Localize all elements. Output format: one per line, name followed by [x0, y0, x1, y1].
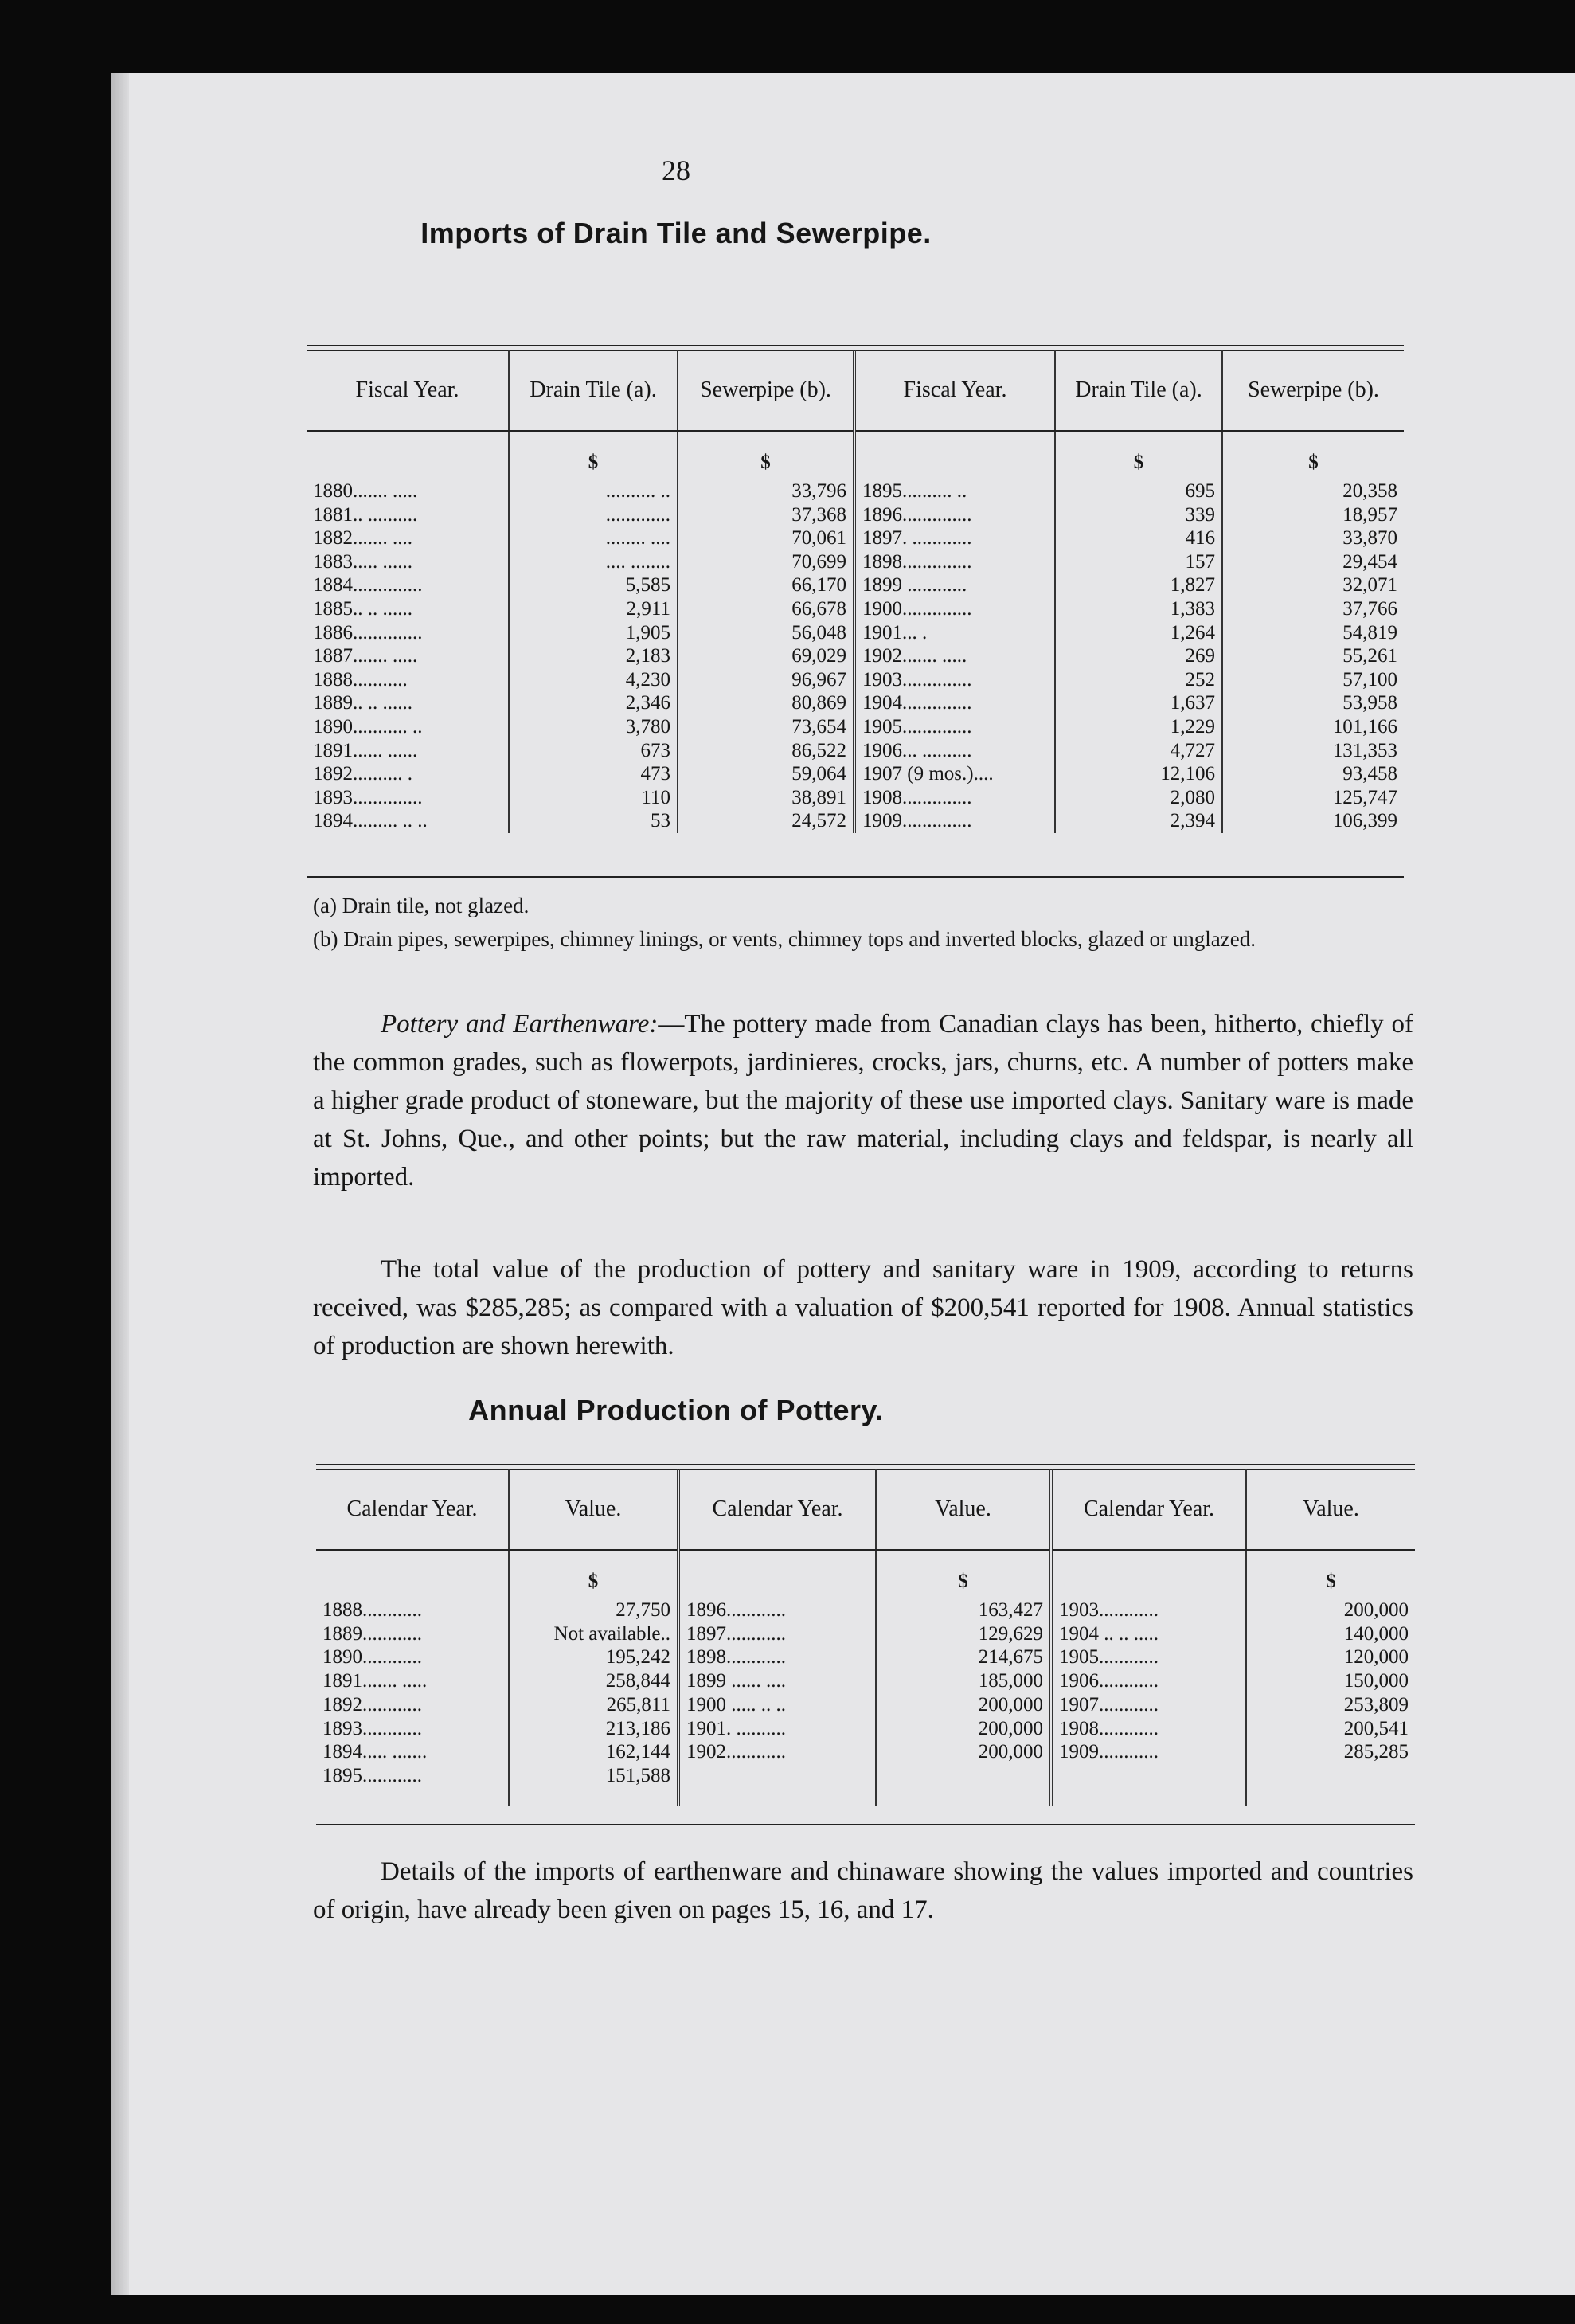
paragraph-lead: Pottery and Earthenware: [381, 1010, 659, 1039]
value-cell: 213,186 [509, 1717, 678, 1741]
year-cell: 1902............ [678, 1740, 876, 1764]
year-cell: 1898.............. [854, 550, 1055, 574]
year-cell: 1880....... ..... [313, 480, 418, 502]
year-cell: 1891....... ..... [322, 1670, 428, 1692]
value-cell: 258,844 [509, 1669, 678, 1693]
value-cell: 140,000 [1246, 1622, 1415, 1646]
value-cell: 200,541 [1246, 1717, 1415, 1741]
value-cell: 120,000 [1246, 1645, 1415, 1669]
table-row [316, 1669, 1415, 1693]
currency-symbol: $ [876, 1550, 1051, 1598]
drain-tile-cell: .......... .. [509, 479, 678, 503]
year-cell: 1891...... ...... [313, 739, 418, 761]
drain-tile-cell: 695 [1055, 479, 1222, 503]
table-row [307, 691, 1404, 715]
year-cell: 1895............ [322, 1764, 422, 1786]
table-row [307, 668, 1404, 692]
year-cell: 1892.......... . [313, 763, 412, 785]
value-cell: 150,000 [1246, 1669, 1415, 1693]
year-cell: 1909............ [1051, 1740, 1246, 1764]
page-edge-shadow [111, 73, 129, 2295]
imports-table [307, 350, 1404, 833]
table-row [307, 526, 1404, 550]
sewerpipe-cell: 125,747 [1222, 786, 1404, 810]
year-cell: 1889............ [322, 1622, 422, 1645]
sewerpipe-cell: 20,358 [1222, 479, 1404, 503]
table-row [307, 644, 1404, 668]
table-row [316, 1622, 1415, 1646]
value-cell: 265,811 [509, 1693, 678, 1717]
sewerpipe-cell: 57,100 [1222, 668, 1404, 692]
table-row [316, 1740, 1415, 1764]
year-cell: 1884.............. [313, 574, 423, 597]
value-cell: 200,000 [876, 1717, 1051, 1741]
year-cell: 1893.............. [313, 786, 423, 808]
drain-tile-cell: 53 [509, 809, 678, 833]
year-cell: 1905.............. [854, 715, 1055, 739]
table-row [307, 739, 1404, 763]
sewerpipe-cell: 66,170 [678, 573, 854, 597]
sewerpipe-cell: 53,958 [1222, 691, 1404, 715]
drain-tile-cell: 1,264 [1055, 621, 1222, 645]
year-cell: 1907 (9 mos.).... [854, 762, 1055, 786]
sewerpipe-cell: 55,261 [1222, 644, 1404, 668]
currency-symbol: $ [1055, 431, 1222, 479]
value-cell: 195,242 [509, 1645, 678, 1669]
sewerpipe-cell: 38,891 [678, 786, 854, 810]
year-cell [678, 1764, 876, 1788]
year-cell: 1888........... [313, 668, 408, 691]
imports-header-sewerpipe-2: Sewerpipe (b). [1222, 350, 1404, 431]
pottery-header-value-1: Value. [509, 1469, 678, 1550]
sewerpipe-cell: 131,353 [1222, 739, 1404, 763]
sewerpipe-cell: 101,166 [1222, 715, 1404, 739]
drain-tile-cell: ........ .... [509, 526, 678, 550]
year-cell: 1905............ [1051, 1645, 1246, 1669]
drain-tile-cell: 339 [1055, 503, 1222, 527]
drain-tile-cell: ............. [509, 503, 678, 527]
year-cell: 1897. ............ [854, 526, 1055, 550]
year-cell: 1902....... ..... [854, 644, 1055, 668]
year-cell: 1900 ..... .. .. [678, 1693, 876, 1717]
table-row [307, 550, 1404, 574]
sewerpipe-cell: 80,869 [678, 691, 854, 715]
drain-tile-cell: 2,911 [509, 597, 678, 621]
table-row [307, 479, 1404, 503]
table-row [307, 762, 1404, 786]
drain-tile-cell: 3,780 [509, 715, 678, 739]
year-cell: 1901. .......... [678, 1717, 876, 1741]
imports-header-drain-tile: Drain Tile (a). [509, 350, 678, 431]
sewerpipe-cell: 33,870 [1222, 526, 1404, 550]
year-cell: 1887....... ..... [313, 645, 418, 667]
value-cell: 151,588 [509, 1764, 678, 1788]
value-cell [876, 1764, 1051, 1788]
footnote-a: (a) Drain tile, not glazed. [313, 894, 530, 917]
currency-symbol: $ [509, 1550, 678, 1598]
currency-symbol: $ [678, 431, 854, 479]
imports-header-sewerpipe: Sewerpipe (b). [678, 350, 854, 431]
value-cell: 163,427 [876, 1598, 1051, 1622]
pottery-header-year-1: Calendar Year. [316, 1469, 509, 1550]
paragraph-body: —The pottery made from Canadian clays has been, hitherto, chiefly of the common grades, such as flowerpots, jardinieres, crocks, jars, churns, etc. A number of potters make a higher grade product of stoneware, but the majority of these use imported clays. Sanitary ware is made at St. Johns, Que., and other points; but the raw material, including clays and feldspar, is nearly all imported. [313, 1010, 1413, 1191]
table-row [307, 621, 1404, 645]
drain-tile-cell: 5,585 [509, 573, 678, 597]
pottery-header-year-3: Calendar Year. [1051, 1469, 1246, 1550]
year-cell: 1889.. .. ...... [313, 692, 412, 714]
sewerpipe-cell: 32,071 [1222, 573, 1404, 597]
sewerpipe-cell: 37,766 [1222, 597, 1404, 621]
table-row [316, 1717, 1415, 1741]
year-cell: 1888............ [322, 1599, 422, 1621]
value-cell: 253,809 [1246, 1693, 1415, 1717]
year-cell: 1898............ [678, 1645, 876, 1669]
drain-tile-cell: 1,229 [1055, 715, 1222, 739]
drain-tile-cell: 269 [1055, 644, 1222, 668]
sewerpipe-cell: 106,399 [1222, 809, 1404, 833]
year-cell [1051, 1764, 1246, 1788]
paragraph-production-value: The total value of the production of pottery and sanitary ware in 1909, according to returns received, was $285,285; as compared with a valuation of $200,541 reported for 1908. Annual statistics of production are shown herewith. [313, 1255, 1413, 1360]
drain-tile-cell: 1,383 [1055, 597, 1222, 621]
drain-tile-cell: 252 [1055, 668, 1222, 692]
paragraph-pottery [313, 1005, 1413, 1196]
table-row [307, 715, 1404, 739]
paragraph-details: Details of the imports of earthenware and chinaware showing the values imported and countries of origin, have already been given on pages 15, 16, and 17. [313, 1857, 1413, 1924]
table-row [316, 1764, 1415, 1788]
drain-tile-cell: 2,346 [509, 691, 678, 715]
value-cell: 200,000 [876, 1693, 1051, 1717]
table-row [307, 573, 1404, 597]
year-cell: 1893............ [322, 1717, 422, 1739]
sewerpipe-cell: 24,572 [678, 809, 854, 833]
table-row [307, 503, 1404, 527]
imports-header-fiscal-year-2: Fiscal Year. [854, 350, 1055, 431]
year-cell: 1890............ [322, 1646, 422, 1669]
imports-header-fiscal-year: Fiscal Year. [307, 350, 509, 431]
pottery-table-bottom-rule [316, 1824, 1415, 1825]
drain-tile-cell: 416 [1055, 526, 1222, 550]
sewerpipe-cell: 93,458 [1222, 762, 1404, 786]
imports-table-title: Imports of Drain Tile and Sewerpipe. [420, 217, 932, 249]
sewerpipe-cell: 70,061 [678, 526, 854, 550]
table-row [316, 1598, 1415, 1622]
year-cell: 1896............ [678, 1598, 876, 1622]
year-cell: 1901... . [854, 621, 1055, 645]
year-cell: 1883..... ...... [313, 550, 412, 573]
table-row [307, 597, 1404, 621]
value-cell: 214,675 [876, 1645, 1051, 1669]
sewerpipe-cell: 73,654 [678, 715, 854, 739]
imports-header-drain-tile-2: Drain Tile (a). [1055, 350, 1222, 431]
imports-table-bottom-rule [307, 876, 1404, 878]
sewerpipe-cell: 86,522 [678, 739, 854, 763]
year-cell: 1897............ [678, 1622, 876, 1646]
value-cell: 27,750 [509, 1598, 678, 1622]
page-number: 28 [662, 155, 690, 186]
pottery-table-title: Annual Production of Pottery. [468, 1394, 884, 1426]
drain-tile-cell: 473 [509, 762, 678, 786]
year-cell: 1896.............. [854, 503, 1055, 527]
table-row [307, 809, 1404, 833]
year-cell: 1904 .. .. ..... [1051, 1622, 1246, 1646]
drain-tile-cell: 2,183 [509, 644, 678, 668]
drain-tile-cell: 1,905 [509, 621, 678, 645]
year-cell: 1899 ...... .... [678, 1669, 876, 1693]
pottery-header-year-2: Calendar Year. [678, 1469, 876, 1550]
drain-tile-cell: 1,827 [1055, 573, 1222, 597]
year-cell: 1903............ [1051, 1598, 1246, 1622]
year-cell: 1906............ [1051, 1669, 1246, 1693]
year-cell: 1903.............. [854, 668, 1055, 692]
sewerpipe-cell: 96,967 [678, 668, 854, 692]
drain-tile-cell: 4,230 [509, 668, 678, 692]
sewerpipe-cell: 66,678 [678, 597, 854, 621]
year-cell: 1894..... ....... [322, 1741, 428, 1763]
sewerpipe-cell: 18,957 [1222, 503, 1404, 527]
currency-symbol: $ [1246, 1550, 1415, 1598]
sewerpipe-cell: 33,796 [678, 479, 854, 503]
sewerpipe-cell: 59,064 [678, 762, 854, 786]
value-cell: 185,000 [876, 1669, 1051, 1693]
year-cell: 1881.. .......... [313, 503, 418, 526]
currency-symbol: $ [1222, 431, 1404, 479]
drain-tile-cell: 157 [1055, 550, 1222, 574]
year-cell: 1908............ [1051, 1717, 1246, 1741]
year-cell: 1906... .......... [854, 739, 1055, 763]
drain-tile-cell: 12,106 [1055, 762, 1222, 786]
drain-tile-cell: 2,394 [1055, 809, 1222, 833]
sewerpipe-cell: 37,368 [678, 503, 854, 527]
pottery-header-value-3: Value. [1246, 1469, 1415, 1550]
year-cell: 1900.............. [854, 597, 1055, 621]
value-cell: 129,629 [876, 1622, 1051, 1646]
year-cell: 1895.......... .. [854, 479, 1055, 503]
value-cell: 285,285 [1246, 1740, 1415, 1764]
drain-tile-cell: 1,637 [1055, 691, 1222, 715]
sewerpipe-cell: 29,454 [1222, 550, 1404, 574]
footnote-b: (b) Drain pipes, sewerpipes, chimney linings, or vents, chimney tops and inverted blocks, glazed or unglazed. [313, 927, 1256, 951]
value-cell: 200,000 [876, 1740, 1051, 1764]
table-row [316, 1693, 1415, 1717]
table-row [316, 1645, 1415, 1669]
sewerpipe-cell: 56,048 [678, 621, 854, 645]
sewerpipe-cell: 69,029 [678, 644, 854, 668]
value-cell [1246, 1764, 1415, 1788]
year-cell: 1890........... .. [313, 715, 423, 737]
pottery-header-value-2: Value. [876, 1469, 1051, 1550]
drain-tile-cell: .... ........ [509, 550, 678, 574]
year-cell: 1892............ [322, 1693, 422, 1716]
year-cell: 1907............ [1051, 1693, 1246, 1717]
value-cell: 200,000 [1246, 1598, 1415, 1622]
year-cell: 1882....... .... [313, 527, 412, 550]
year-cell: 1899 ............ [854, 573, 1055, 597]
sewerpipe-cell: 54,819 [1222, 621, 1404, 645]
drain-tile-cell: 110 [509, 786, 678, 810]
drain-tile-cell: 673 [509, 739, 678, 763]
pottery-table [316, 1469, 1415, 1806]
year-cell: 1909.............. [854, 809, 1055, 833]
sewerpipe-cell: 70,699 [678, 550, 854, 574]
currency-symbol: $ [509, 431, 678, 479]
year-cell: 1886.............. [313, 621, 423, 644]
table-row [307, 786, 1404, 810]
drain-tile-cell: 4,727 [1055, 739, 1222, 763]
year-cell: 1894......... .. .. [313, 810, 428, 832]
year-cell: 1904.............. [854, 691, 1055, 715]
value-cell: 162,144 [509, 1740, 678, 1764]
drain-tile-cell: 2,080 [1055, 786, 1222, 810]
value-cell: Not available.. [509, 1622, 678, 1646]
year-cell: 1885.. .. ...... [313, 597, 412, 620]
year-cell: 1908.............. [854, 786, 1055, 810]
